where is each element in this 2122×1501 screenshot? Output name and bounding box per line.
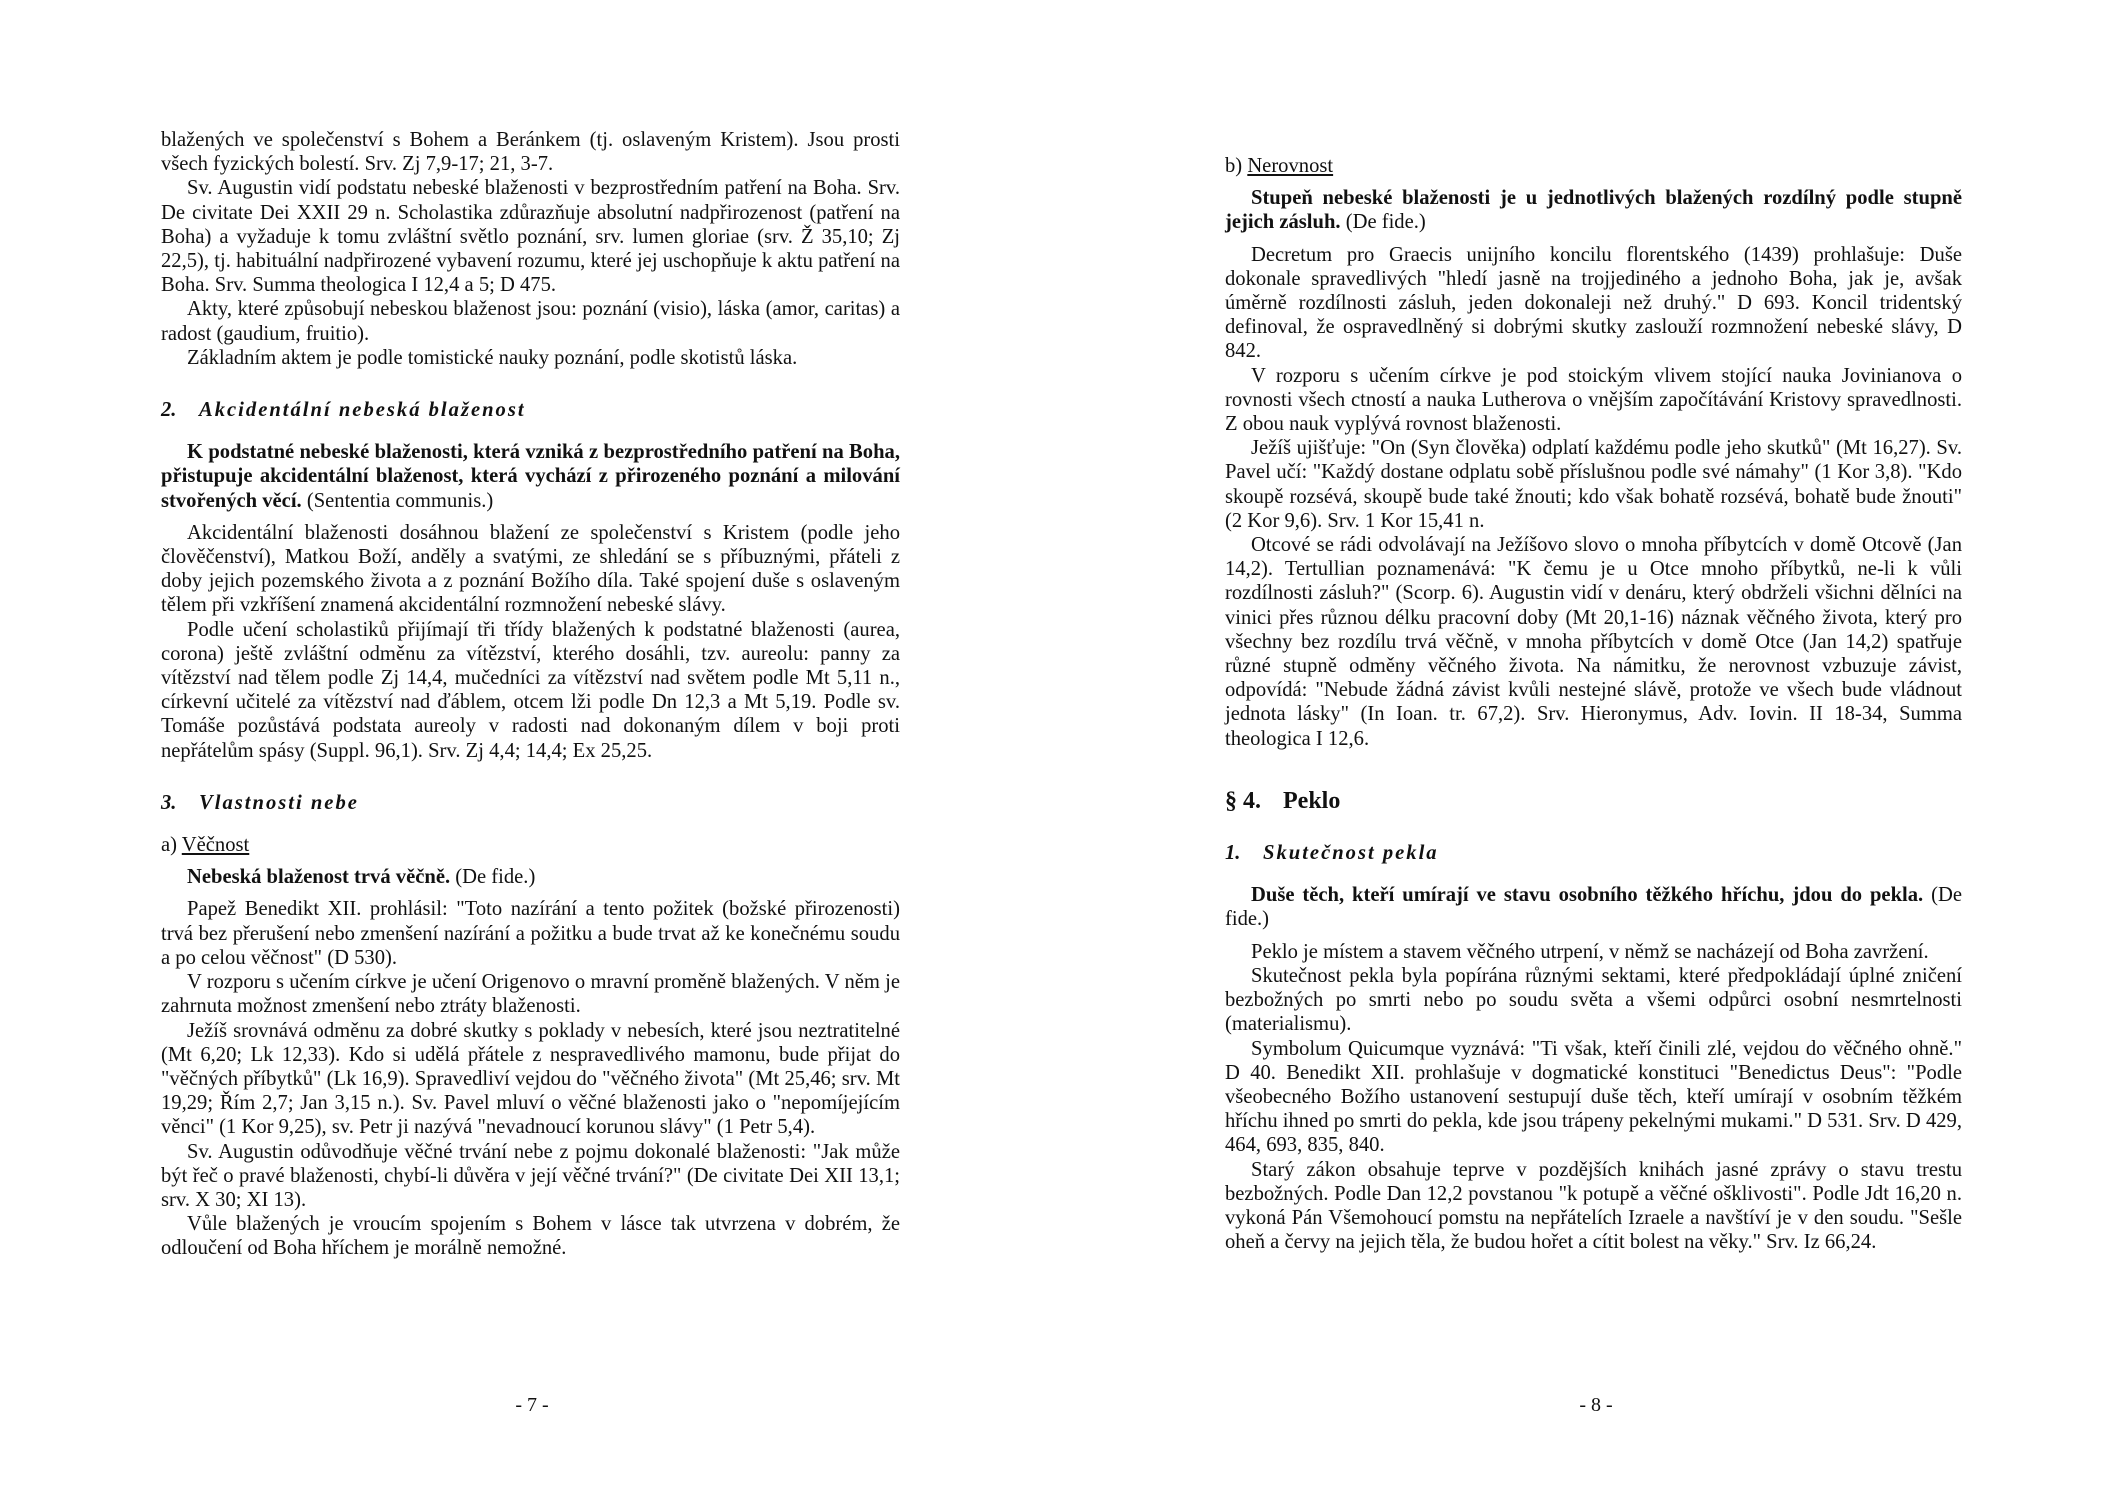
section-heading-1: 1. Skutečnost pekla — [1225, 842, 1439, 865]
paragraph: Symbolum Quicumque vyznává: "Ti však, kteří činili zlé, vejdou do věčného ohně." D 40. Benedikt XII. prohlašuje v dogmatické konstituci "Benedictus Deus": "Podle všeobecného Božího ustanovení sestupují duše těch, kteří umírají v osobním těžkém hříchu ihned po smrti do pekla, kde jsou trápeny pekelnými mukami." D 531. Srv. D 429, 464, 693, 835, 840. — [1225, 1037, 1962, 1157]
paragraph: Ježíš srovnává odměnu za dobré skutky s poklady v nebesích, které jsou neztratitelné (Mt 6,20; Lk 12,33). Kdo si udělá přátele z nespravedlivého mamonu, bude přijat do "věčných příbytků" (Lk 16,9). Spravedliví vejdou do "věčného života" (Mt 25,46; srv. Mt 19,29; Řím 2,7; Jan 3,15 n.). Sv. Pavel mluví o věčné blaženosti jako o "nepomíjejícím věnci" (1 Kor 9,25), sv. Petr ji nazývá "nevadnoucí korunou slávy" (1 Petr 5,4). — [161, 1019, 900, 1139]
paragraph: Podle učení scholastiků přijímají tři třídy blažených k podstatné blaženosti (aurea, corona) ještě zvláštní odměnu za vítězství, kterého dosáhli, tzv. aureolu: panny za vítězství nad tělem podle Zj 14,4, mučedníci za vítězství nad světem podle Mt 5,11 n., církevní učitelé za vítězství nad ďáblem, otcem lži podle Dn 12,3 a Mt 5,19. Podle sv. Tomáše pozůstává podstata aureoly v radosti nad dokonaným dílem v boji proti nepřátelům spásy (Suppl. 96,1). Srv. Zj 4,4; 14,4; Ex 25,25. — [161, 618, 900, 762]
subsection-heading-a: a) Věčnost — [161, 834, 250, 857]
right-page-body — [1225, 154, 1962, 1254]
chapter-heading: § 4. Peklo — [1225, 787, 1341, 814]
thesis-statement: Duše těch, kteří umírají ve stavu osobního těžkého hříchu, jdou do pekla. (De fide.) — [1225, 884, 1962, 931]
paragraph: Základním aktem je podle tomistické nauky poznání, podle skotistů láska. — [187, 346, 798, 369]
paragraph: Otcové se rádi odvolávají na Ježíšovo slovo o mnoha příbytcích v domě Otcově (Jan 14,2). Tertullian poznamenává: "K čemu je u Otce mnoho příbytků, ne-li k vůli rozdílnosti zásluh?" (Scorp. 6). Augustin vidí v denáru, který obdrželi všichni dělníci na vinici přes různou délku pracovní doby (Mt 20,1-16) náznak věčného života, který pro všechny bez rozdílu trvá věčně, v mnoha příbytcích v domě Otce (Jan 14,2) spatřuje různé stupně odměny věčného života. Na námitku, že nerovnost vzbuzuje závist, odpovídá: "Nebude žádná závist kvůli nestejné slávě, protože ve všech bude vládnout jednota lásky" (In Ioan. tr. 67,2). Srv. Hieronymus, Adv. Iovin. II 18-34, Summa theologica I 12,6. — [1225, 534, 1962, 750]
thesis-statement: K podstatné nebeské blaženosti, která vzniká z bezprostředního patření na Boha, přistupuje akcidentální blaženost, která vychází z přirozeného poznání a milování stvořených věcí. (Sententia communis.) — [161, 441, 900, 512]
paragraph: Sv. Augustin odůvodňuje věčné trvání nebe z pojmu dokonalé blaženosti: "Jak může být řeč o pravé blaženosti, chybí-li důvěra v její věčné trvání?" (De civitate Dei XII 13,1; srv. X 30; XI 13). — [161, 1140, 900, 1211]
paragraph: V rozporu s učením církve je učení Origenovo o mravní proměně blažených. V něm je zahrnuta možnost zmenšení nebo ztráty blaženosti. — [161, 971, 900, 1018]
paragraph: Starý zákon obsahuje teprve v pozdějších knihách jasné zprávy o stavu trestu bezbožných. Podle Dan 12,2 povstanou "k potupě a věčné ošklivosti". Podle Jdt 16,20 n. vykoná Pán Všemohoucí pomstu na nepřátelích Izraele a navštíví je v den soudu. "Sešle oheň a červy na jejich těla, že budou hořet a cítit bolest na věky." Srv. Iz 66,24. — [1225, 1158, 1962, 1254]
page-number: - 7 - — [515, 1394, 549, 1416]
section-heading-2: 2. Akcidentální nebeská blaženost — [161, 399, 526, 422]
paragraph: Peklo je místem a stavem věčného utrpení, v němž se nacházejí od Boha zavržení. — [1251, 940, 1929, 963]
left-page-body — [161, 128, 900, 1261]
page-number: - 8 - — [1579, 1394, 1613, 1416]
thesis-statement: Stupeň nebeské blaženosti je u jednotlivých blažených rozdílný podle stupně jejich zásluh. (De fide.) — [1225, 187, 1962, 234]
paragraph: blažených ve společenství s Bohem a Beránkem (tj. oslaveným Kristem). Jsou prosti všech fyzických bolestí. Srv. Zj 7,9-17; 21, 3-7. — [161, 129, 900, 176]
thesis-statement: Nebeská blaženost trvá věčně. (De fide.) — [187, 866, 536, 889]
paragraph: Vůle blažených je vroucím spojením s Bohem v lásce tak utvrzena v dobrém, že odloučení od Boha hříchem je morálně nemožné. — [161, 1213, 900, 1260]
section-heading-3: 3. Vlastnosti nebe — [161, 791, 359, 814]
subsection-heading-b: b) Nerovnost — [1225, 155, 1334, 177]
paragraph: Sv. Augustin vidí podstatu nebeské blaženosti v bezprostředním patření na Boha. Srv. De civitate Dei XXII 29 n. Scholastika zdůrazňuje absolutní nadpřirozenost (patření na Boha) a vyžaduje k tomu zvláštní světlo poznání, srv. lumen gloriae (srv. Ž 35,10; Zj 22,5), tj. habituální nadpřirozené vybavení rozumu, které jej uschopňuje k aktu patření na Boha. Srv. Summa theologica I 12,4 a 5; D 475. — [161, 177, 900, 297]
paragraph: Decretum pro Graecis unijního koncilu florentského (1439) prohlašuje: Duše dokonale spravedlivých "hledí jasně na trojjediného a jednoho Boha, jak je, avšak úměrně rozdílnosti zásluh, jeden dokonaleji než druhý." D 693. Koncil tridentský definoval, že ospravedlněný si dobrými skutky zaslouží rozmnožení nebeské slávy, D 842. — [1225, 243, 1962, 363]
paragraph: V rozporu s učením církve je pod stoickým vlivem stojící nauka Jovinianova o rovnosti všech ctností a nauka Lutherova o vnějším započítávání Kristovy spravedlnosti. Z obou nauk vyplývá rovnost blaženosti. — [1225, 364, 1962, 436]
paragraph: Papež Benedikt XII. prohlásil: "Toto nazírání a tento požitek (božské přirozenosti) trvá bez přerušení nebo zmenšení nazírání a požitku a bude trvat až ke konečnému soudu a po celou věčnost" (D 530). — [161, 898, 900, 969]
paragraph: Skutečnost pekla byla popírána různými sektami, které předpokládají úplné zničení bezbožných po smrti nebo po soudu světa a všemi odpůrci osobní nesmrtelnosti (materialismu). — [1225, 964, 1962, 1036]
paragraph: Akcidentální blaženosti dosáhnou blažení ze společenství s Kristem (podle jeho člověčenství), Matkou Boží, anděly a svatými, ze shledání se s příbuznými, přáteli z doby jejich pozemského života a z poznání Božího díla. Také spojení duše s oslaveným tělem při vzkříšení znamená akcidentální rozmnožení nebeské slávy. — [161, 521, 900, 617]
paragraph: Ježíš ujišťuje: "On (Syn člověka) odplatí každému podle jeho skutků" (Mt 16,27). Sv. Pavel učí: "Každý dostane odplatu sobě příslušnou podle své námahy" (1 Kor 3,8). "Kdo skoupě rozsévá, skoupě bude také žnouti; kdo však bohatě rozsévá, bohatě bude žnouti" (2 Kor 9,6). Srv. 1 Kor 15,41 n. — [1225, 437, 1962, 532]
paragraph: Akty, které způsobují nebeskou blaženost jsou: poznání (visio), láska (amor, caritas) a radost (gaudium, fruitio). — [161, 298, 900, 345]
